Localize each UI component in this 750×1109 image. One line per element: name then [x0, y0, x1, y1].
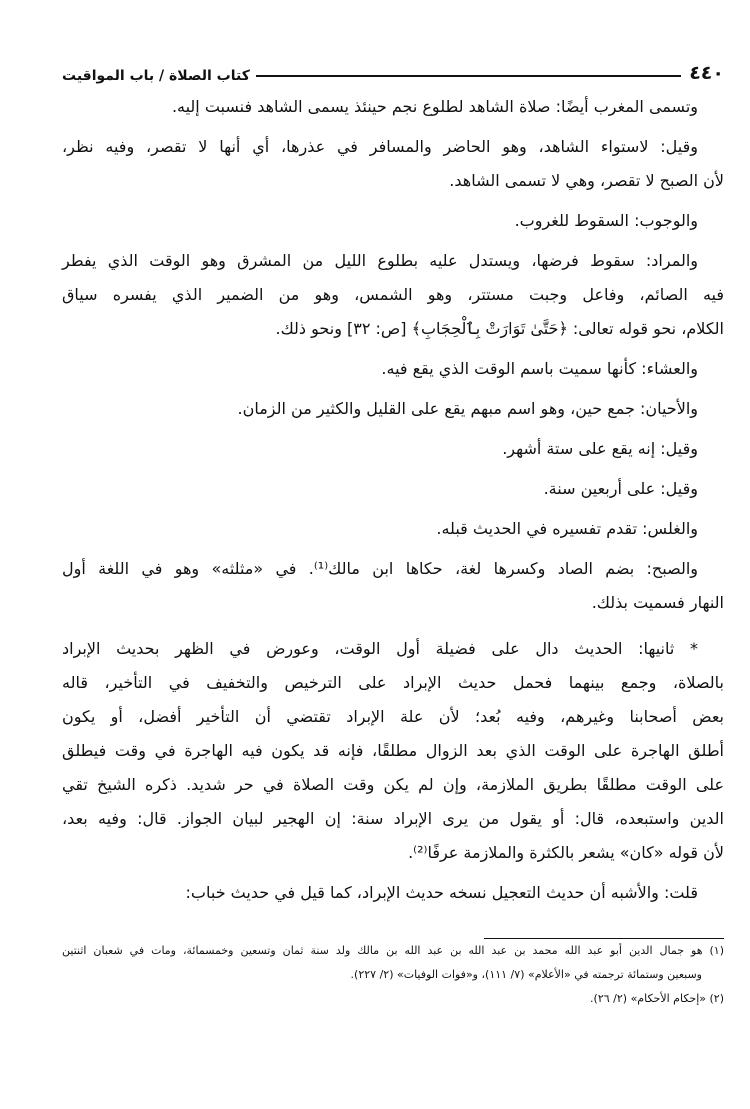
- footnote-line: وسبعين وستمائة ترجمته في «الأعلام» (٧/ ١١١)، و«فوات الوفيات» (٢/ ٢٢٧).: [350, 968, 702, 981]
- text-line: وقيل: إنه يقع على ستة أشهر.: [502, 439, 698, 458]
- text-line: والوجوب: السقوط للغروب.: [514, 211, 698, 230]
- paragraph: [62, 512, 724, 546]
- text-line: والصبح: بضم الصاد وكسرها لغة، حكاها ابن مالك⁽¹⁾. في «مثلثه» وهو في اللغة أول: [62, 559, 698, 578]
- text-line: لأن قوله «كان» يشعر بالكثرة والملازمة عرفًا⁽²⁾.: [408, 843, 724, 862]
- paragraph: [62, 90, 724, 124]
- paragraph: [62, 244, 724, 346]
- text-line: * ثانيها: الحديث دال على فضيلة أول الوقت، وعورض في الظهر بحديث الإبراد: [62, 639, 698, 658]
- paragraph: [62, 432, 724, 466]
- text-line: وتسمى المغرب أيضًا: صلاة الشاهد لطلوع نجم حينئذ يسمى الشاهد فنسبت إليه.: [171, 97, 698, 116]
- paragraph: [62, 392, 724, 426]
- header-rule: [256, 75, 681, 77]
- page-header: [62, 56, 724, 84]
- book-page: [62, 56, 724, 1011]
- running-title: كتاب الصلاة / باب المواقيت: [62, 68, 250, 84]
- main-text: [62, 90, 724, 910]
- footnotes: [62, 939, 724, 1011]
- text-line: أطلق الهاجرة على الوقت الذي بعد الزوال مطلقًا، فإنه قد يكون فيه الهاجرة في وقت فيطلق: [62, 741, 724, 760]
- paragraph: [62, 130, 724, 198]
- text-line: الدين واستبعده، قال: أو يقول من يرى الإبراد سنة: إن الهجير لبيان الجواز. قال: وفيه بعد،: [62, 809, 724, 828]
- paragraph: [62, 632, 724, 870]
- page-number: ٤٤٠: [689, 62, 724, 84]
- text-line: والمراد: سقوط فرضها، ويستدل عليه بطلوع الليل من المشرق وهو الوقت الذي يفطر: [62, 251, 698, 270]
- text-line: والغلس: تقدم تفسيره في الحديث قبله.: [436, 519, 698, 538]
- text-line: الكلام، نحو قوله تعالى: ﴿حَتَّىٰ تَوَارَتْ بِٱلْحِجَابِ﴾ [ص: ٣٢] ونحو ذلك.: [275, 319, 724, 338]
- footnote-line: (١) هو جمال الدين أبو عبد الله محمد بن عبد الله بن عبد الله بن مالك ولد سنة ثمان وتسعين وخمسمائة، ومات في شعبان اثنتين: [62, 944, 724, 957]
- text-line: والعشاء: كأنها سميت باسم الوقت الذي يقع فيه.: [381, 359, 698, 378]
- text-line: بالصلاة، وجمع بينهما فحمل حديث الإبراد على الترخيص والتخفيف في التأخير، قاله: [62, 673, 724, 692]
- paragraph: [62, 472, 724, 506]
- paragraph: [62, 352, 724, 386]
- text-line: قلت: والأشبه أن حديث التعجيل نسخه حديث الإبراد، كما قيل في حديث خباب:: [185, 883, 698, 902]
- text-line: لأن الصبح لا تقصر، وهي لا تسمى الشاهد.: [449, 171, 724, 190]
- text-line: فيه الصائم، وفاعل وجبت مستتر، وهو الشمس، وهو من الضمير الذي يفسره سياق: [62, 285, 724, 304]
- text-line: والأحيان: جمع حين، وهو اسم مبهم يقع على القليل والكثير من الزمان.: [237, 399, 698, 418]
- text-line: النهار فسميت بذلك.: [591, 593, 724, 612]
- paragraph: [62, 876, 724, 910]
- text-line: وقيل: على أربعين سنة.: [543, 479, 698, 498]
- paragraph: [62, 552, 724, 620]
- text-line: وقيل: لاستواء الشاهد، وهو الحاضر والمسافر في عذرها، أي أنها لا تقصر، وفيه نظر،: [62, 137, 698, 156]
- text-line: بعض أصحابنا وغيرهم، وفيه بُعد؛ لأن علة الإبراد تقتضي أن التأخير أفضل، أو يكون: [62, 707, 724, 726]
- paragraph: [62, 204, 724, 238]
- footnote-line: (٢) «إحكام الأحكام» (٢/ ٢٦).: [590, 992, 724, 1005]
- text-line: على الوقت مطلقًا بطريق الملازمة، وإن لم يكن وقت الصلاة في حر شديد. ذكره الشيخ تقي: [62, 775, 724, 794]
